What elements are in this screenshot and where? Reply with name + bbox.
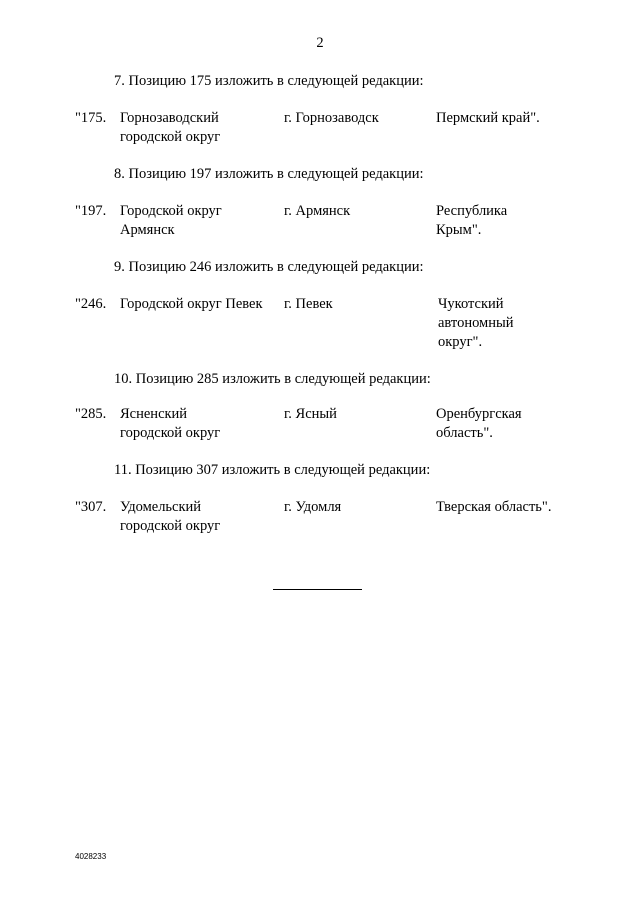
region-name-line: область". [436,425,493,441]
municipality-name [120,295,280,314]
region-name-line: Пермский край". [436,110,540,126]
position-number: "246. [75,296,107,312]
municipality-name-line: городской округ [120,129,221,145]
administrative-center: г. Ясный [284,406,337,422]
administrative-center: г. Удомля [284,499,342,515]
region-name [436,109,586,128]
region-name-line: Оренбургская [436,406,522,422]
municipality-name-line: городской округ [120,425,221,441]
municipality-name-line: Горнозаводский [120,110,219,126]
municipality-name-line: городской округ [120,518,221,534]
page-number: 2 [316,35,324,51]
municipality-name-line: Удомельский [120,499,202,515]
instruction-text: 9. Позицию 246 изложить в следующей редакции: [114,259,424,275]
instruction-text: 7. Позицию 175 изложить в следующей редакции: [114,73,424,89]
instruction-text: 11. Позицию 307 изложить в следующей редакции: [114,462,431,478]
region-name [436,405,586,443]
end-divider-line [273,589,362,590]
instruction-text: 8. Позицию 197 изложить в следующей редакции: [114,166,424,182]
municipality-name [120,202,280,240]
municipality-name-line: Городской округ [120,203,222,219]
municipality-name [120,109,280,147]
municipality-name [120,498,280,536]
region-name-line: округ". [438,334,483,350]
region-name [438,295,528,352]
position-number: "307. [75,499,107,515]
municipality-name [120,405,280,443]
municipality-name-line: Ясненский [120,406,188,422]
municipality-name-line: Армянск [120,222,175,238]
position-number: "285. [75,406,107,422]
region-name-line: Чукотский [438,296,504,312]
region-name-line: Республика [436,203,508,219]
document-code: 4028233 [75,852,107,861]
region-name [436,202,586,240]
position-number: "197. [75,203,107,219]
region-name [436,498,586,517]
region-name-line: автономный [438,315,514,331]
administrative-center: г. Армянск [284,203,351,219]
region-name-line: Крым". [436,222,482,238]
instruction-text: 10. Позицию 285 изложить в следующей редакции: [114,371,431,387]
region-name-line: Тверская область". [436,499,552,515]
position-number: "175. [75,110,107,126]
administrative-center: г. Певек [284,296,333,312]
municipality-name-line: Городской округ Певек [120,296,263,312]
administrative-center: г. Горнозаводск [284,110,379,126]
